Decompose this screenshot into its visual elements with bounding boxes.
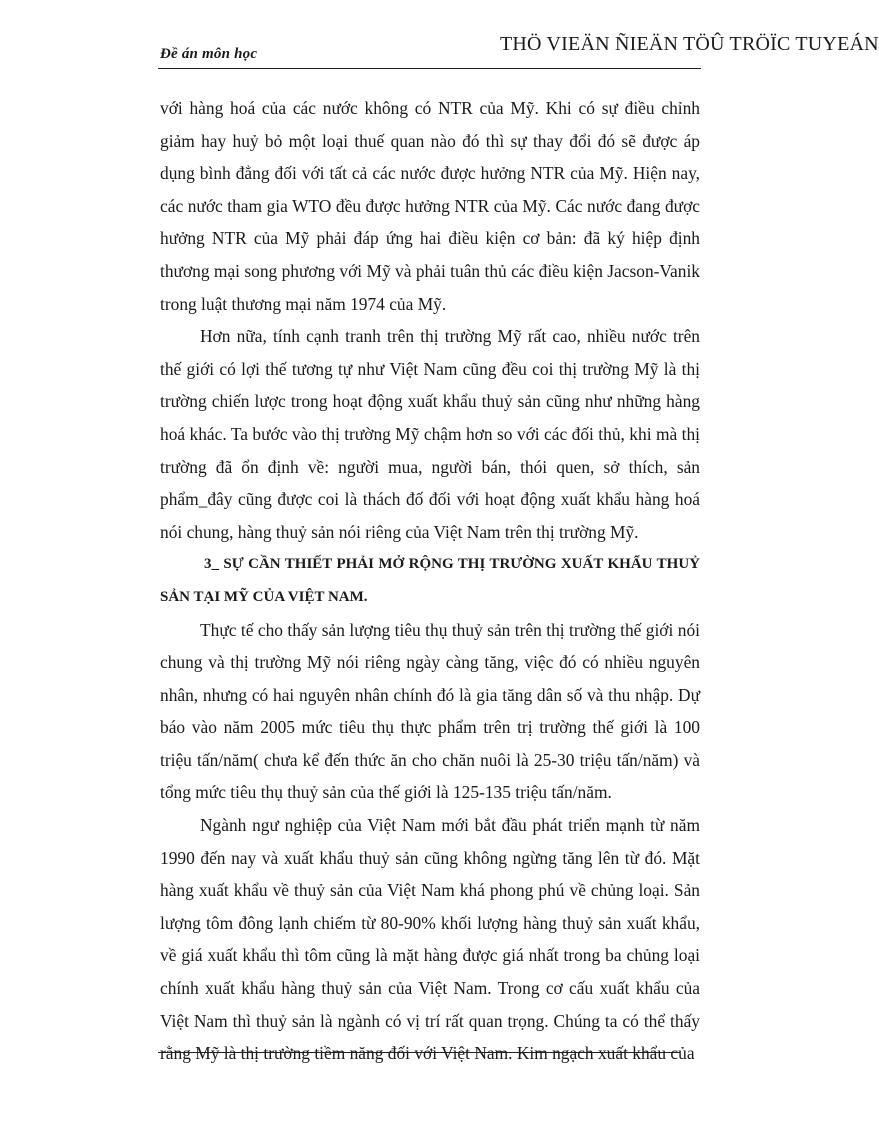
library-header-title: THÖ VIEÄN ÑIEÄN TÖÛ TRÖÏC TUYEÁN — [500, 33, 879, 55]
footer-divider — [158, 1052, 680, 1053]
section-heading: 3_ SỰ CẦN THIẾT PHẢI MỞ RỘNG THỊ TRƯỜNG XUẤT KHẨU THUỶ SẢN TẠI MỸ CỦA VIỆT NAM. — [160, 556, 700, 605]
document-header-title: Đề án môn học — [160, 46, 258, 62]
paragraph-consumption: Thực tế cho thấy sản lượng tiêu thụ thuỷ sản trên thị trường thế giới nói chung và thị trường Mỹ nói riêng ngày càng tăng, việc đó có nhiều nguyên nhân, nhưng có hai nguyên nhân chính đó là gia tăng dân số và thu nhập. Dự báo vào năm 2005 mức tiêu thụ thực phẩm trên trị trường thế giới là 100 triệu tấn/năm( chưa kể đến thức ăn cho chăn nuôi là 25-30 triệu tấn/năm) và tổng mức tiêu thụ thuỷ sản của thế giới là 125-135 triệu tấn/năm. — [160, 619, 700, 803]
paragraph-continuation: với hàng hoá của các nước không có NTR của Mỹ. Khi có sự điều chỉnh giảm hay huỷ bỏ một loại thuế quan nào đó thì sự thay đổi đó sẽ được áp dụng bình đẳng đối với tất cả các nước được hưởng NTR của Mỹ. Hiện nay, các nước tham gia WTO đều được hưởng NTR của Mỹ. Các nước đang được hưởng NTR của Mỹ phải đáp ứng hai điều kiện cơ bản: đã ký hiệp định thương mại song phương với Mỹ và phải tuân thủ các điều kiện Jacson-Vanik trong luật thương mại năm 1974 của Mỹ. — [160, 98, 700, 314]
paragraph-fisheries: Ngành ngư nghiệp của Việt Nam mới bắt đầu phát triển mạnh từ năm 1990 đến nay và xuất khẩu thuỷ sản cũng không ngừng tăng lên từ đó. Mặt hàng xuất khẩu về thuỷ sản của Việt Nam khá phong phú về chủng loại. Sản lượng tôm đông lạnh chiếm từ 80-90% khối lượng hàng thuỷ sản xuất khẩu, về giá xuất khẩu thì tôm cũng là mặt hàng được giá nhất trong ba chủng loại chính xuất khẩu hàng thuỷ sản của Việt Nam. Trong cơ cấu xuất khẩu của Việt Nam thì thuỷ sản là ngành có vị trí rất quan trọng. Chúng ta có thể thấy rằng Mỹ là thị trường tiềm năng đối với Việt Nam. Kim ngạch xuất khẩu của — [160, 815, 700, 1064]
page-body — [160, 92, 700, 1070]
header-divider — [158, 68, 701, 69]
paragraph-competition: Hơn nữa, tính cạnh tranh trên thị trường Mỹ rất cao, nhiều nước trên thế giới có lợi thế tương tự như Việt Nam cũng đều coi thị trường Mỹ là thị trường chiến lược trong hoạt động xuất khẩu thuỷ sản cũng như những hàng hoá khác. Ta bước vào thị trường Mỹ chậm hơn so với các đối thủ, khi mà thị trường đã ổn định về: người mua, người bán, thói quen, sở thích, sản phẩm_đây cũng được coi là thách đố đối với hoạt động xuất khẩu hàng hoá nói chung, hàng thuỷ sản nói riêng của Việt Nam trên thị trường Mỹ. — [160, 326, 700, 542]
